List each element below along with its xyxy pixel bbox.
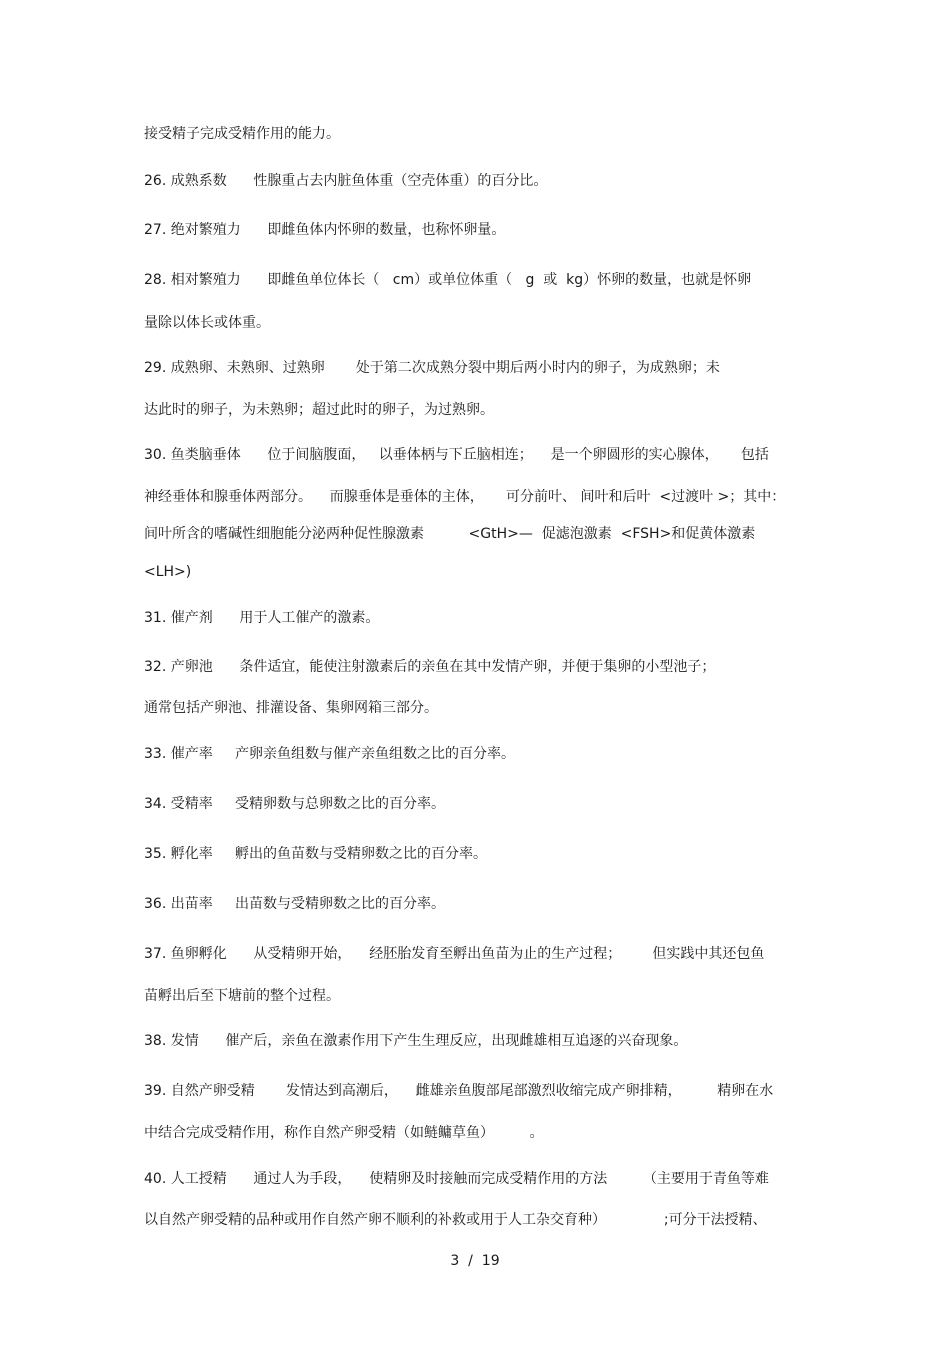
text-line: 29. 成熟卵、未熟卵、过熟卵 处于第二次成熟分裂中期后两小时内的卵子，为成熟卵；未	[144, 360, 720, 376]
text-line: <LH>)	[144, 564, 192, 580]
text-line: 34. 受精率 受精卵数与总卵数之比的百分率。	[144, 796, 445, 812]
text-line: 38. 发情 催产后，亲鱼在激素作用下产生生理反应，出现雌雄相互追逐的兴奋现象。	[144, 1033, 688, 1049]
text-line: 间叶所含的嗜碱性细胞能分泌两种促性腺激素 <GtH>— 促滤泡激素 <FSH>和促黄体激素	[144, 526, 756, 542]
text-line: 神经垂体和腺垂体两部分。 而腺垂体是垂体的主体， 可分前叶、 间叶和后叶 <过渡叶 >；其中：	[144, 489, 786, 505]
text-line: 中结合完成受精作用，称作自然产卵受精（如鲢鳙草鱼） 。	[144, 1125, 544, 1141]
text-line: 32. 产卵池 条件适宜，能使注射激素后的亲鱼在其中发情产卵，并便于集卵的小型池子；	[144, 659, 716, 675]
text-line: 通常包括产卵池、排灌设备、集卵网箱三部分。	[144, 700, 438, 716]
text-line: 33. 催产率 产卵亲鱼组数与催产亲鱼组数之比的百分率。	[144, 746, 515, 762]
text-line: 达此时的卵子，为未熟卵；超过此时的卵子，为过熟卵。	[144, 402, 494, 418]
text-line: 量除以体长或体重。	[144, 315, 270, 331]
text-line: 31. 催产剂 用于人工催产的激素。	[144, 610, 380, 626]
page-number: 3 / 19	[450, 1253, 500, 1269]
text-line: 28. 相对繁殖力 即雌鱼单位体长（ cm）或单位体重（ g 或 kg）怀卵的数量，也就是怀卵	[144, 272, 752, 288]
text-line: 30. 鱼类脑垂体 位于间脑腹面， 以垂体柄与下丘脑相连； 是一个卵圆形的实心腺体， 包括	[144, 447, 769, 463]
text-line: 苗孵出后至下塘前的整个过程。	[144, 988, 340, 1004]
text-line: 36. 出苗率 出苗数与受精卵数之比的百分率。	[144, 896, 445, 912]
text-line: 以自然产卵受精的品种或用作自然产卵不顺利的补救或用于人工杂交育种） ;可分干法授精、	[144, 1212, 767, 1228]
text-line: 37. 鱼卵孵化 从受精卵开始， 经胚胎发育至孵出鱼苗为止的生产过程； 但实践中其还包鱼	[144, 946, 765, 962]
text-line: 35. 孵化率 孵出的鱼苗数与受精卵数之比的百分率。	[144, 846, 487, 862]
text-line: 40. 人工授精 通过人为手段， 使精卵及时接触而完成受精作用的方法 （主要用于青鱼等难	[144, 1171, 769, 1187]
text-line: 接受精子完成受精作用的能力。	[144, 126, 340, 142]
text-line: 39. 自然产卵受精 发情达到高潮后， 雌雄亲鱼腹部尾部激烈收缩完成产卵排精， 精卵在水	[144, 1083, 774, 1099]
text-line: 26. 成熟系数 性腺重占去内脏鱼体重（空壳体重）的百分比。	[144, 173, 548, 189]
text-line: 27. 绝对繁殖力 即雌鱼体内怀卵的数量，也称怀卵量。	[144, 222, 506, 238]
